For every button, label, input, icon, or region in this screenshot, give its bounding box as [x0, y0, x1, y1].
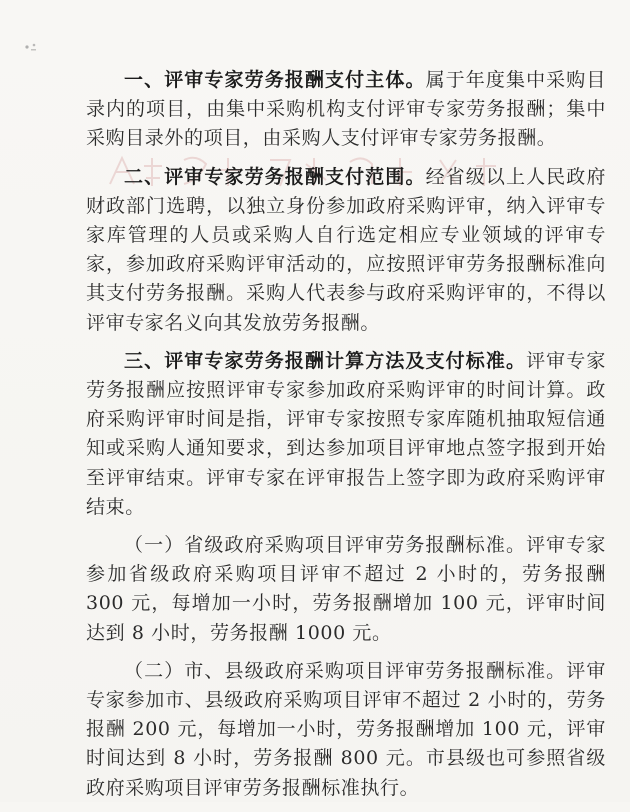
- paragraph-heading: 二、评审专家劳务报酬支付范围。: [124, 165, 426, 188]
- paragraph-text: （一）省级政府采购项目评审劳务报酬标准。评审专家参加省级政府采购项目评审不超过 2 小时的，劳务报酬 300 元，每增加一小时，劳务报酬增加 100 元，评审时间达到 8 小时，劳务报酬 1000 元。: [86, 534, 606, 644]
- paragraph-text: （二）市、县级政府采购项目评审劳务报酬标准。评审专家参加市、县级政府采购项目评审不超过 2 小时的，劳务报酬 200 元，每增加一小时，劳务报酬增加 100 元，评审时间达到 8 小时，劳务报酬 800 元。市县级也可参照省级政府采购项目评审劳务报酬标准执行。: [86, 659, 606, 799]
- paragraph-text: 评审专家劳务报酬应按照评审专家参加政府采购评审的时间计算。政府采购评审时间是指，评审专家按照专家库随机抽取短信通知或采购人通知要求，到达参加项目评审地点签字报到开始至评审结束。评审专家在评审报告上签字即为政府采购评审结束。: [86, 349, 606, 518]
- corner-mark-icon: [22, 38, 40, 56]
- paragraph-provincial-standard: [86, 531, 606, 648]
- paragraph-payment-scope: [86, 163, 606, 338]
- paragraph-heading: 一、评审专家劳务报酬支付主体。: [124, 69, 426, 91]
- paragraph-text: 经省级以上人民政府财政部门选聘，以独立身份参加政府采购评审，纳入评审专家库管理的人员或采购人自行选定相应专业领域的评审专家，参加政府采购评审活动的，应按照评审劳务报酬标准向其支付劳务报酬。采购人代表参与政府采购评审的，不得以评审专家名义向其发放劳务报酬。: [86, 165, 606, 334]
- paragraph-text: 属于年度集中采购目录内的项目，由集中采购机构支付评审专家劳务报酬；集中采购目录外的项目，由采购人支付评审专家劳务报酬。: [86, 69, 606, 150]
- document-body: [86, 66, 606, 812]
- paragraph-city-county-standard: [86, 657, 606, 803]
- paragraph-heading: 三、评审专家劳务报酬计算方法及支付标准。: [124, 349, 527, 372]
- paragraph-payment-subject: [86, 66, 606, 154]
- paragraph-calculation-method: [86, 347, 606, 522]
